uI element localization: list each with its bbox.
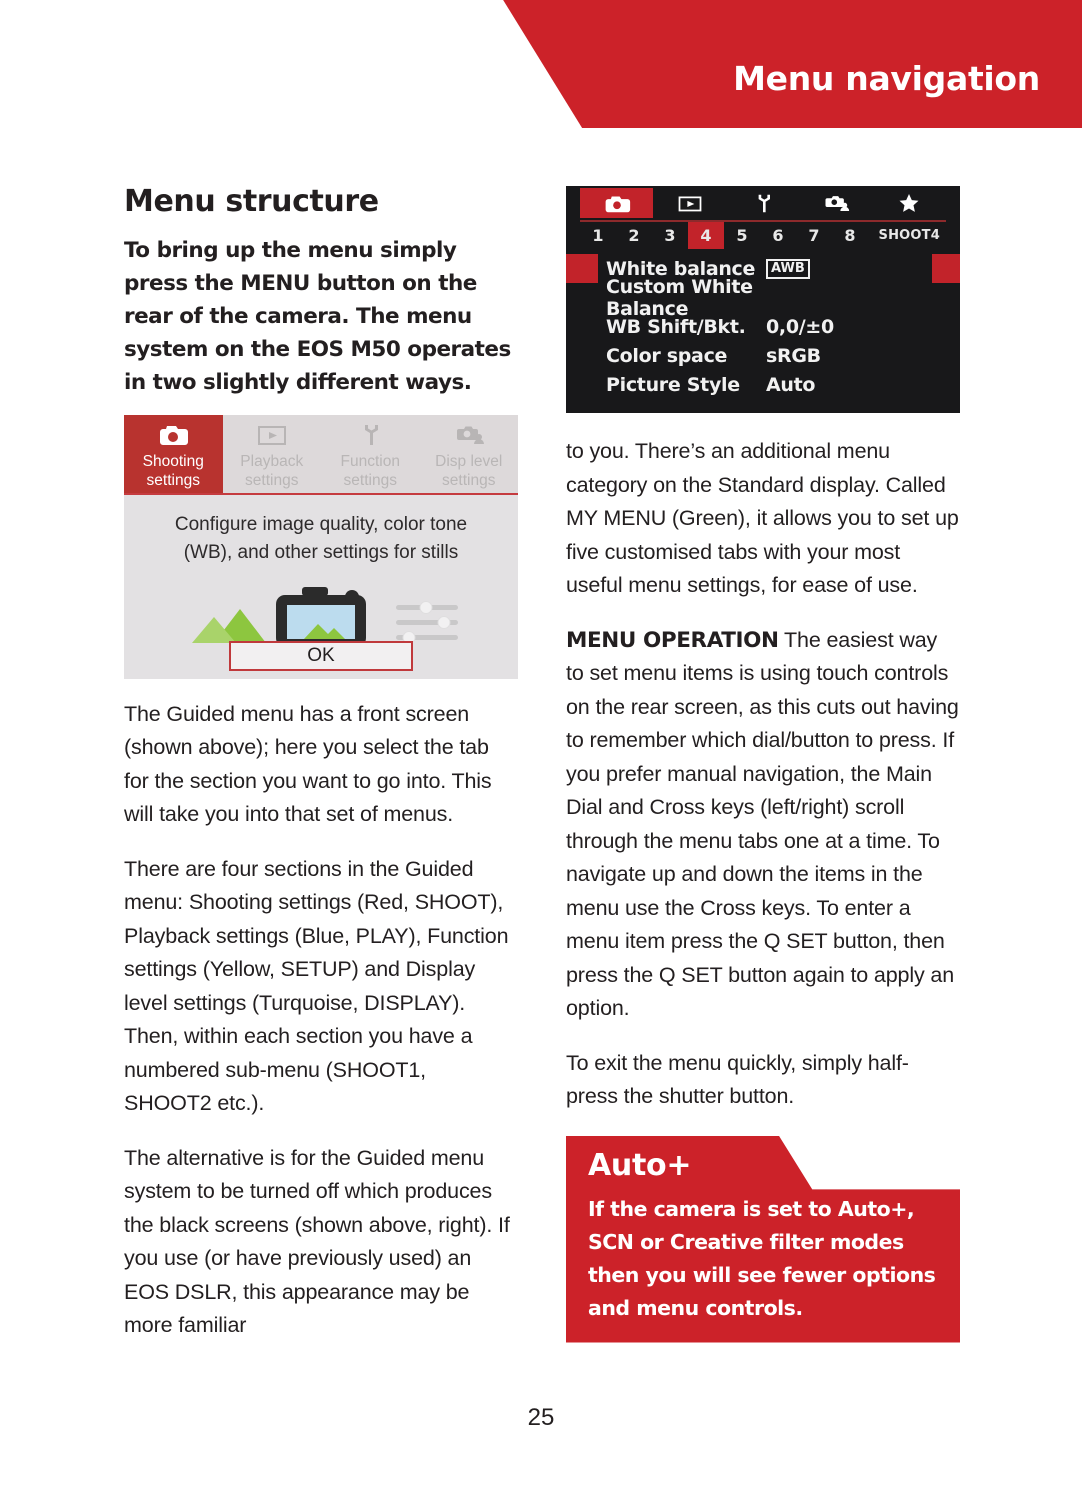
menu-row-label: White balance	[606, 257, 756, 280]
guided-tab-label	[223, 450, 322, 490]
guided-tab-playback-settings[interactable]	[223, 415, 322, 493]
black-menu-page-6[interactable]: 6	[772, 226, 784, 245]
black-menu-tab-row	[566, 186, 960, 220]
disp-level-icon	[420, 420, 519, 450]
left-paragraph-3: The alternative is for the Guided menu system to be turned off which produces the black screens (shown above, right). If you use (or have previously used) an EOS DSLR, this appearance may be more familiar	[124, 1145, 510, 1337]
menu-row-label: Picture Style	[606, 373, 740, 396]
guided-tab-line1: Shooting	[142, 452, 204, 470]
black-menu-page-2[interactable]: 2	[628, 226, 640, 245]
black-menu-page-numbers	[566, 222, 960, 249]
right-paragraph-closing: To exit the menu quickly, simply half-press the shutter button.	[566, 1050, 909, 1108]
guided-menu-screenshot	[124, 415, 518, 679]
black-menu-tab-function[interactable]	[726, 188, 799, 218]
menu-row-label: WB Shift/Bkt.	[606, 315, 746, 338]
black-menu-tab-disp-level[interactable]	[800, 188, 873, 218]
guided-tab-line2: settings	[245, 471, 299, 489]
auto-plus-title: Auto+	[588, 1147, 692, 1183]
black-menu-page-5[interactable]: 5	[736, 226, 748, 245]
black-menu-page-8[interactable]: 8	[844, 226, 856, 245]
guided-description-line1: Configure image quality, color tone	[174, 513, 468, 535]
black-menu-tab-my-menu[interactable]	[873, 188, 946, 218]
menu-row-value: 0,0/±0	[766, 315, 834, 338]
guided-tab-line2: settings	[146, 471, 200, 489]
ok-button[interactable]: OK	[229, 641, 413, 671]
left-column	[124, 186, 518, 1364]
play-icon	[675, 193, 705, 214]
guided-description-line2: (WB), and other settings for stills	[183, 541, 459, 563]
guided-tab-line2: settings	[442, 471, 496, 489]
menu-row-custom-white-balance[interactable]	[566, 275, 960, 320]
black-menu-page-4[interactable]: 4	[688, 222, 724, 249]
guided-tab-line2: settings	[343, 471, 397, 489]
menu-row-color-space[interactable]	[566, 341, 960, 370]
disp-level-icon	[821, 193, 851, 214]
guided-tab-label	[124, 450, 223, 490]
section-title: Menu structure	[124, 184, 379, 219]
menu-operation-run-in: MENU OPERATION	[566, 627, 779, 653]
play-icon	[223, 420, 322, 450]
guided-tab-bar	[124, 415, 518, 495]
right-paragraph-menu-operation	[566, 624, 960, 1026]
black-menu-shoot-label: SHOOT4	[878, 228, 940, 243]
menu-row-value: sRGB	[766, 344, 821, 367]
wrench-icon	[321, 420, 420, 450]
black-menu-page-7[interactable]: 7	[808, 226, 820, 245]
menu-row-picture-style[interactable]	[566, 370, 960, 399]
wrench-icon	[748, 193, 778, 214]
right-paragraph-1: to you. There’s an additional menu category on the Standard display. Called MY MENU (Green), it allows you to set up five customised tabs with your most useful menu settings, for ease of use.	[566, 439, 959, 597]
guided-tab-function-settings[interactable]	[321, 415, 420, 493]
camera-icon	[124, 420, 223, 450]
left-paragraph-2: There are four sections in the Guided menu: Shooting settings (Red, SHOOT), Playback settings (Blue, PLAY), Function settings (Yellow, SETUP) and Display level settings (Turquoise, DISPLAY). Then, within each section you have a numbered sub-menu (SHOOT1, SHOOT2 etc.).	[124, 856, 509, 1115]
black-menu-tab-playback[interactable]	[653, 188, 726, 218]
left-paragraph-1: The Guided menu has a front screen (shown above); here you select the tab for the section you want to go into. This will take you into that set of menus.	[124, 701, 492, 826]
right-column	[566, 186, 960, 1343]
black-menu-tab-camera[interactable]	[580, 188, 653, 218]
guided-tab-disp-level-settings[interactable]	[420, 415, 519, 493]
guided-tab-label	[420, 450, 519, 490]
menu-row-value: Auto	[766, 373, 816, 396]
black-menu-rows	[566, 254, 960, 399]
menu-row-label: Custom White Balance	[606, 275, 753, 320]
guided-tab-line1: Disp level	[435, 452, 503, 470]
guided-tab-line1: Function	[340, 452, 400, 470]
auto-plus-body: If the camera is set to Auto+, SCN or Creative filter modes then you will see fewer options and menu controls.	[588, 1196, 936, 1320]
menu-row-value: AWB	[766, 259, 810, 279]
lead-paragraph: To bring up the menu simply press the MENU button on the rear of the camera. The menu system on the EOS M50 operates in two slightly different ways.	[124, 237, 511, 395]
star-icon	[896, 191, 922, 215]
auto-plus-tip-box	[566, 1136, 960, 1343]
page-header	[0, 0, 1082, 128]
menu-operation-text: The easiest way to set menu items is using touch controls on the rear screen, as this cuts out having to remember which dial/button to press. If you prefer manual navigation, the Main Dial and Cross keys (left/right) scroll through the menu tabs one at a time. To navigate up and down the items in the menu use the Cross keys. To enter a menu item press the Q SET button, then press the Q SET button again to apply an option.	[566, 627, 959, 1020]
black-menu-screenshot	[566, 186, 960, 413]
guided-tab-shooting-settings[interactable]	[124, 415, 223, 493]
black-menu-page-3[interactable]: 3	[664, 226, 676, 245]
camera-icon	[602, 193, 632, 214]
guided-tab-label	[321, 450, 420, 490]
menu-row-label: Color space	[606, 344, 728, 367]
black-menu-page-1[interactable]: 1	[592, 226, 604, 245]
page-title: Menu navigation	[733, 59, 1040, 98]
guided-tab-line1: Playback	[240, 452, 304, 470]
guided-description	[124, 495, 518, 567]
menu-row-wb-shift-bkt[interactable]	[566, 312, 960, 341]
page-number: 25	[527, 1404, 555, 1431]
